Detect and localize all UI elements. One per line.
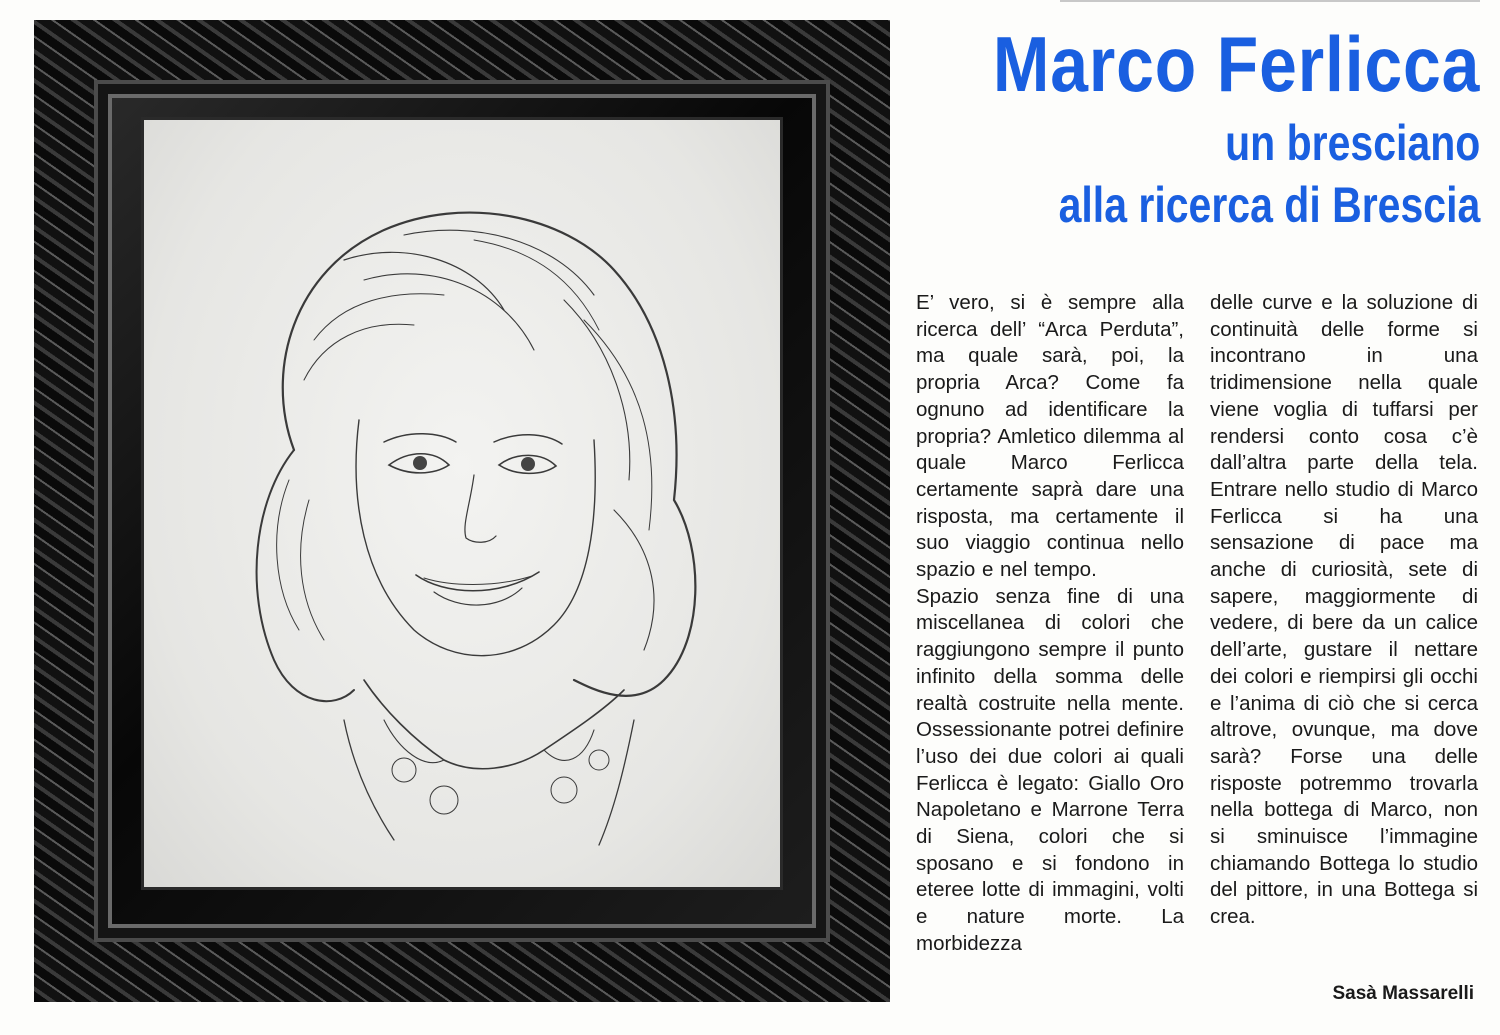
paragraph: E’ vero, si è sempre alla ricerca dell’ “Arca Perduta”, ma quale sarà, poi, la propria Arca? Come fa ognuno ad identificare la propria? Amletico dilemma al quale Marco Ferlicca certamente saprà dare una risposta, ma certamente il suo viaggio continua nello spazio e nel tempo. — [916, 291, 1184, 582]
portrait-canvas — [144, 120, 780, 887]
article-subtitle-line-1: un bresciano — [1224, 114, 1480, 171]
author-byline: Sasà Massarelli — [1332, 983, 1474, 1004]
article-column-2 — [1210, 290, 1478, 1010]
paragraph: delle curve e la soluzione di continuità delle forme si incontrano in una tridimensione nella quale viene voglia di tuffarsi per rendersi conto cosa c’è dall’altra parte della tela. Entrare nello studio di Marco Ferlicca si ha una sensazione di pace ma anche di curiosità, sete di sapere, maggiormente di vedere, di bere da un calice dell’arte, gustare il nettare dei colori e riempirsi gli occhi e l’anima di ciò che si cerca altrove, ovunque, ma dove sarà? Forse una delle risposte potremmo trovarla nella bottega di Marco, non si sminuisce l’immagine chiamando Bottega lo studio del pittore, in una Bottega si crea. — [1210, 291, 1478, 929]
article-column-1 — [916, 290, 1184, 1010]
pencil-portrait-sketch — [144, 120, 780, 887]
ornate-picture-frame — [34, 20, 890, 1002]
article-body — [916, 290, 1478, 1010]
paragraph: Spazio senza fine di una miscellanea di colori che raggiungono sempre il punto infinito della somma delle realtà costruite nella mente. Ossessionante potrei definire l’uso dei due colori ai quali Ferlicca è legato: Giallo Oro Napoletano e Marrone Terra di Siena, colori che si sposano e si fondono in eteree lotte di immagini, volti e nature morte. La morbidezza — [916, 584, 1184, 955]
top-rule — [1060, 0, 1480, 2]
article-subtitle-line-2: alla ricerca di Brescia — [1058, 177, 1480, 234]
article-title: Marco Ferlicca — [992, 20, 1480, 108]
article-headline — [920, 18, 1480, 237]
